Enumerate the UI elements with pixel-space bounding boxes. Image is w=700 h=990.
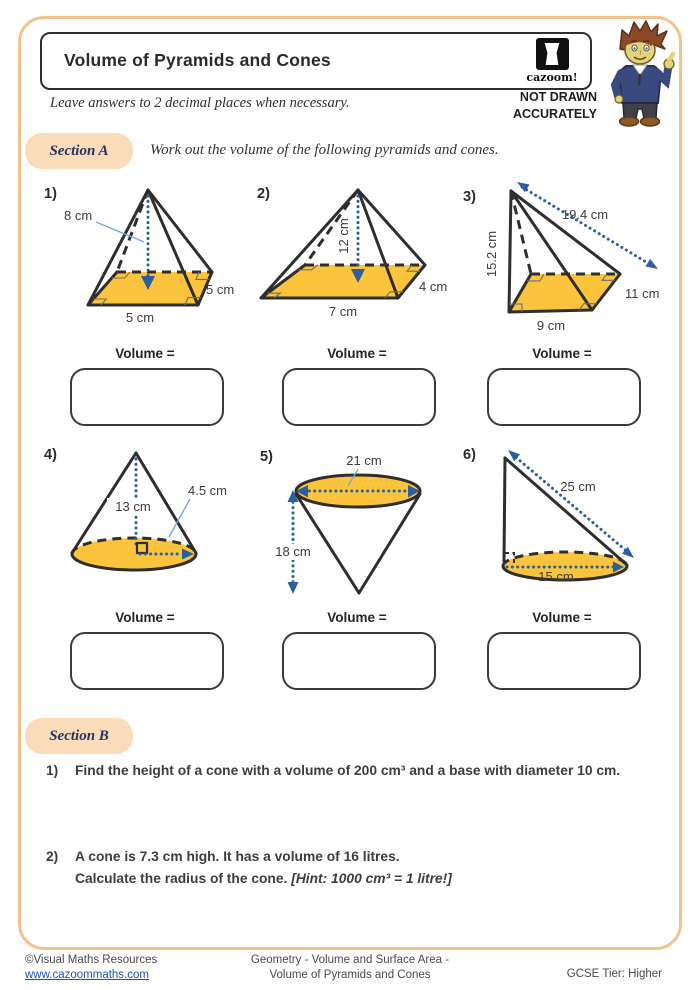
height-label: 8 cm (64, 208, 93, 223)
copyright-text: ©Visual Maths Resources (25, 954, 158, 966)
mascot-pants (623, 103, 657, 118)
question-1-text: Find the height of a cone with a volume of 200 cm³ and a base with diameter 10 cm. (75, 763, 621, 778)
answer-box-4[interactable] (70, 632, 224, 690)
question-2-hint: [Hint: 1000 cm³ = 1 litre!] (291, 871, 452, 886)
slant-label: 25 cm (560, 479, 596, 494)
figure-oblique-pyramid-3 (458, 174, 673, 336)
answer-box-3[interactable] (487, 368, 641, 426)
answer-box-6[interactable] (487, 632, 641, 690)
slant-arrow (512, 454, 630, 554)
title-box (40, 32, 592, 90)
mascot-illustration (592, 17, 688, 131)
section-b-badge: Section B (25, 718, 133, 754)
slant-arrow (522, 187, 651, 265)
page-title: Volume of Pyramids and Cones (64, 50, 331, 70)
volume-label: Volume = (115, 346, 175, 361)
figure-square-pyramid-1 (38, 180, 243, 332)
not-drawn-label: NOT DRAWN ACCURATELY (512, 90, 597, 121)
height-label: 12 cm (336, 218, 351, 254)
footer-attribution (25, 953, 157, 983)
volume-label: Volume = (532, 610, 592, 625)
base-front-label: 7 cm (328, 304, 358, 319)
base-side-label: 11 cm (625, 286, 660, 301)
base-front-label: 9 cm (536, 318, 566, 333)
slant-label: 19.4 cm (561, 207, 609, 222)
radius-label: 4.5 cm (188, 483, 228, 498)
figure-rect-pyramid-2 (248, 180, 453, 332)
figure-inverted-cone-5 (252, 440, 457, 600)
cazoom-logo-text: cazoom! (526, 71, 578, 84)
answer-box-5[interactable] (282, 632, 436, 690)
height-label: 13 cm (115, 499, 151, 514)
volume-label: Volume = (327, 346, 387, 361)
volume-label: Volume = (327, 610, 387, 625)
footer-topic: Geometry - Volume and Surface Area - Volume of Pyramids and Cones (250, 954, 450, 981)
diameter-label: 15 cm (538, 569, 574, 584)
base-side-label: 4 cm (419, 279, 448, 294)
problem-number-6: 6) (463, 447, 476, 463)
problem-number-1: 1) (44, 186, 57, 202)
problem-number-2: 2) (257, 186, 270, 202)
website-link[interactable]: www.cazoommaths.com (25, 969, 149, 981)
question-2-line2: Calculate the radius of the cone. (75, 871, 288, 886)
section-a-badge: Section A (25, 133, 133, 169)
worksheet-note: Leave answers to 2 decimal places when necessary. (50, 95, 350, 111)
figure-oblique-cone-6 (458, 440, 673, 600)
answer-box-2[interactable] (282, 368, 436, 426)
base-side-label: 5 cm (206, 282, 235, 297)
question-2-text (75, 846, 655, 890)
cazoom-glass-icon (536, 38, 569, 70)
question-2-line1: A cone is 7.3 cm high. It has a volume of 16 litres. (75, 849, 400, 864)
volume-label: Volume = (115, 610, 175, 625)
height-label: 18 cm (275, 544, 311, 559)
volume-label: Volume = (532, 346, 592, 361)
section-a-instruction: Work out the volume of the following pyramids and cones. (150, 142, 499, 158)
question-1-number: 1) (46, 763, 59, 778)
diameter-label: 21 cm (346, 453, 382, 468)
height-label: 15.2 cm (484, 230, 499, 278)
footer-tier: GCSE Tier: Higher (566, 968, 662, 980)
answer-box-1[interactable] (70, 368, 224, 426)
problem-number-5: 5) (260, 449, 273, 465)
figure-cone-4 (36, 440, 241, 600)
problem-number-4: 4) (44, 447, 57, 463)
base-front-label: 5 cm (125, 310, 155, 325)
question-2-number: 2) (46, 849, 59, 864)
problem-number-3: 3) (463, 189, 476, 205)
cazoom-logo (524, 38, 580, 84)
